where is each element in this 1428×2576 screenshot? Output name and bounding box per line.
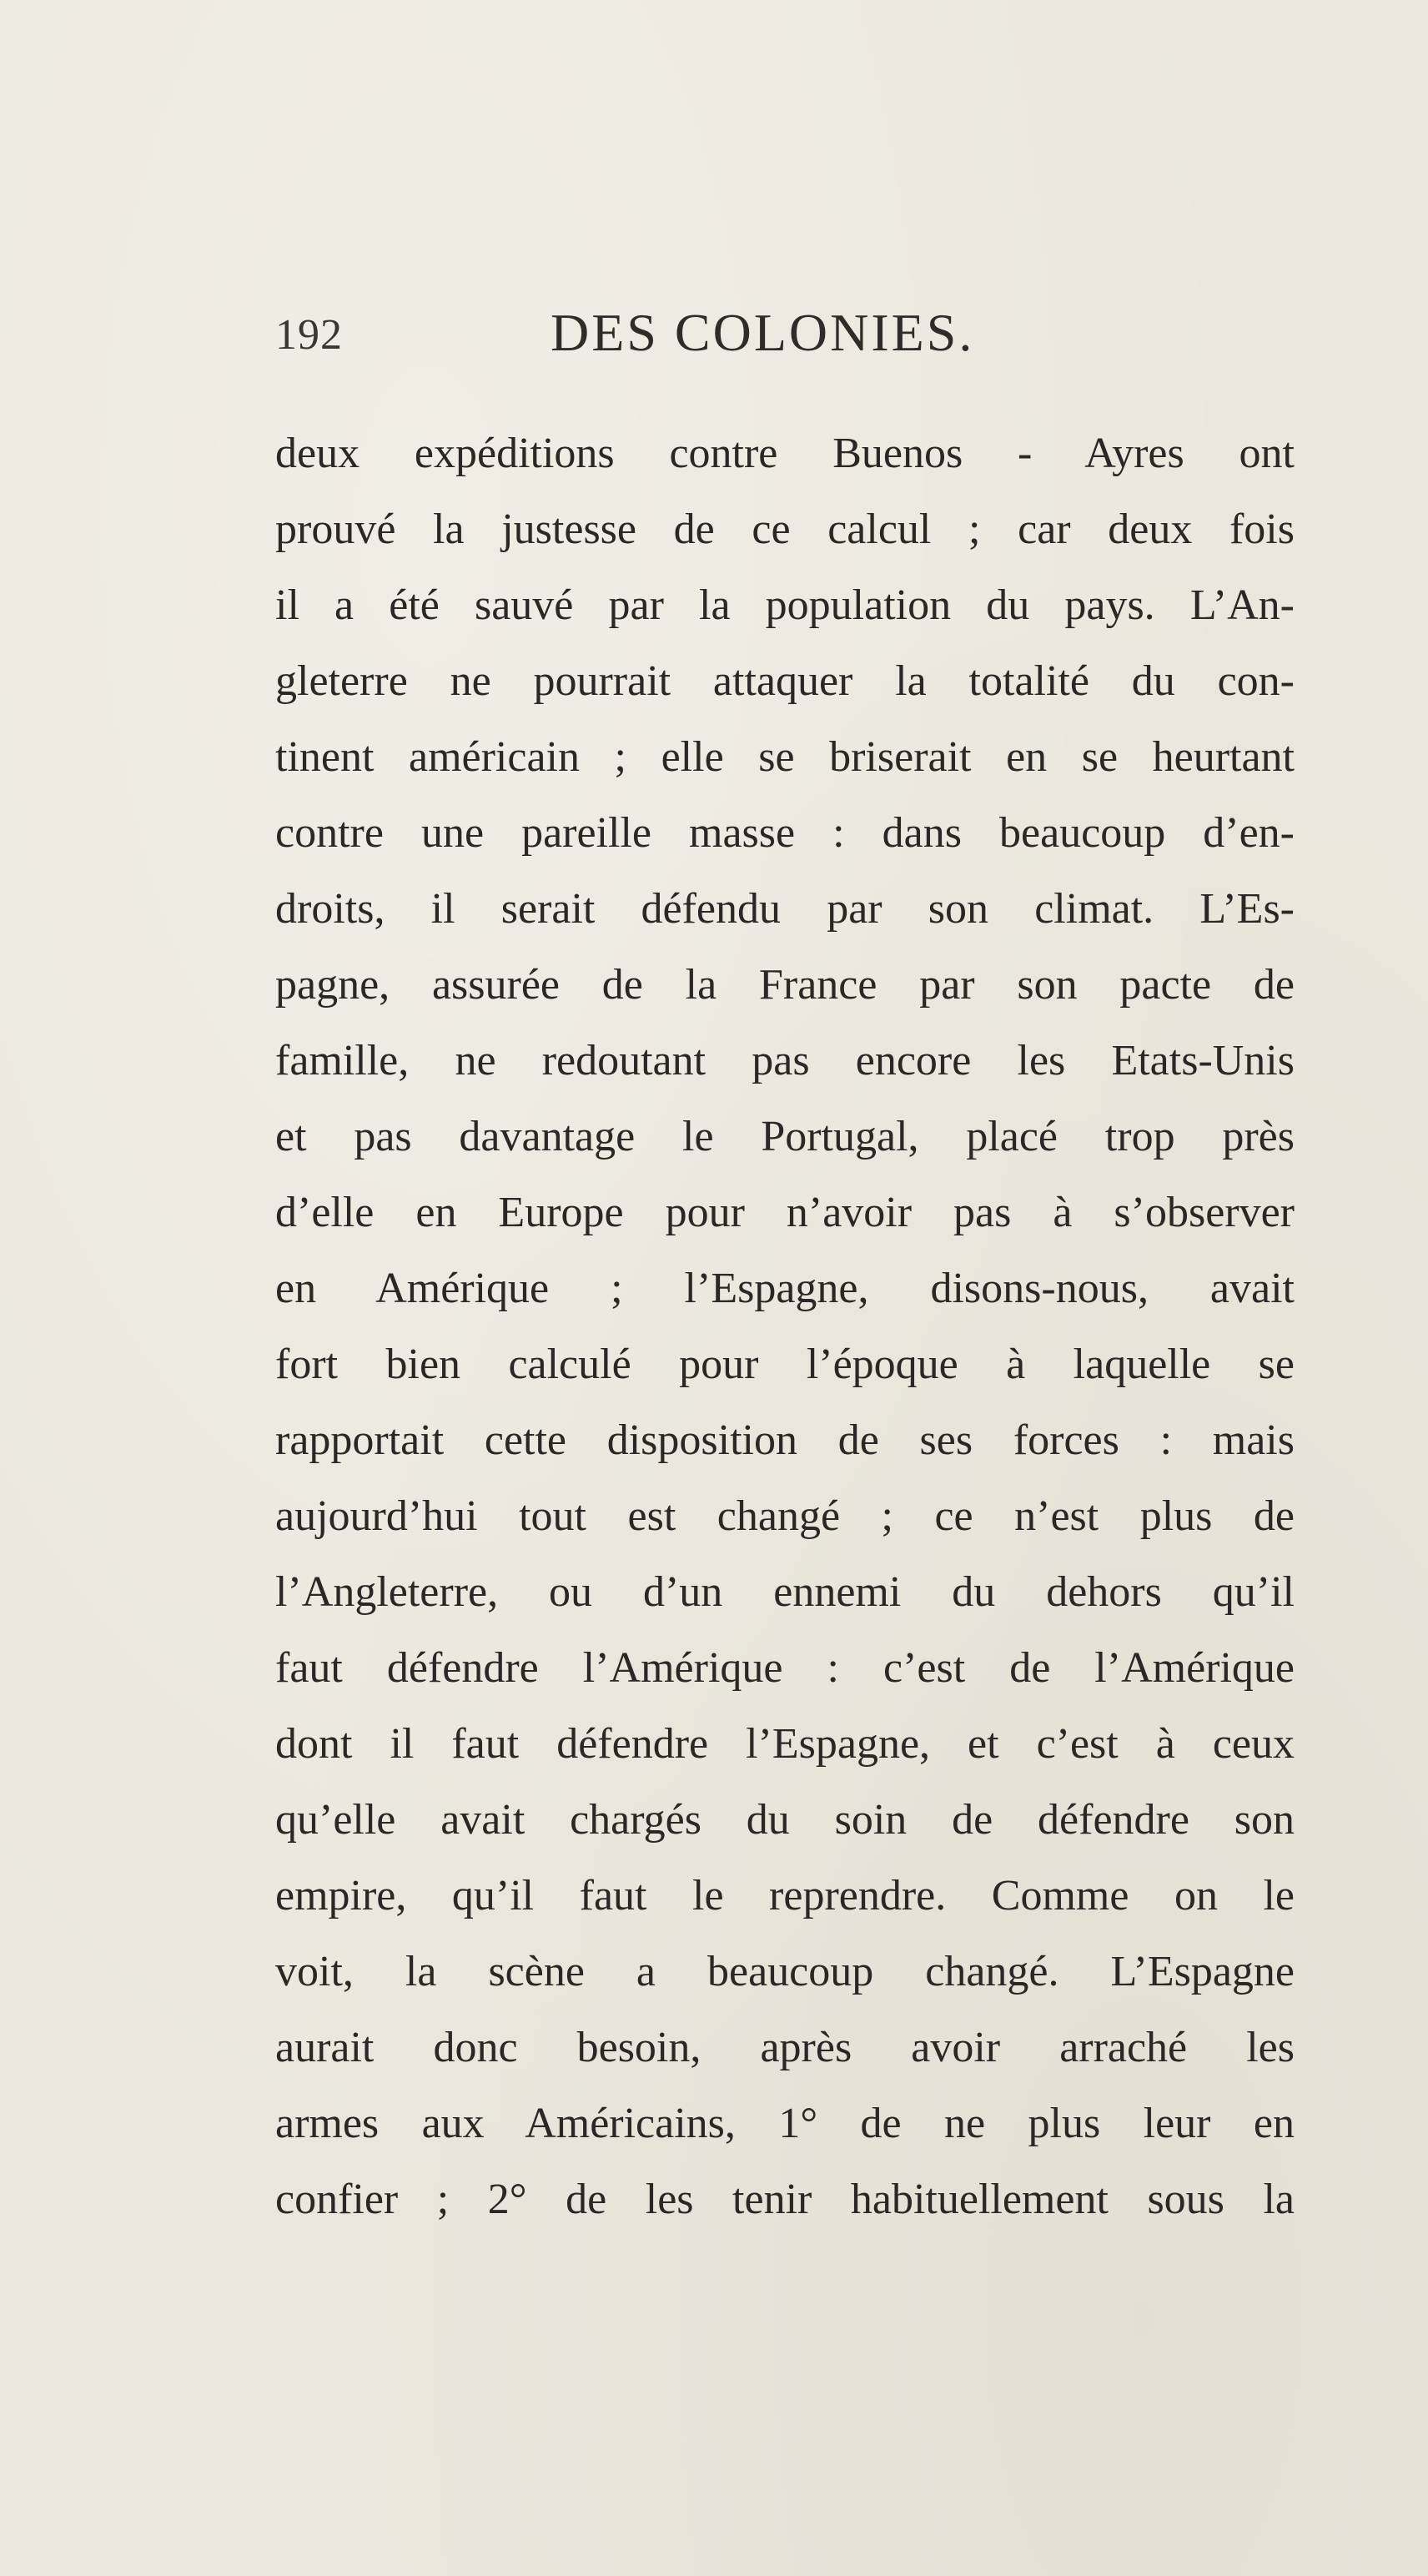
running-head: DES COLONIES. <box>551 303 975 362</box>
text-line: armes aux Américains, 1° de ne plus leur en <box>275 2100 1295 2147</box>
text-line: droits, il serait défendu par son climat. L’Es- <box>275 885 1295 933</box>
text-line: famille, ne redoutant pas encore les Etats-Unis <box>275 1037 1295 1084</box>
text-line: confier ; 2° de les tenir habituellement sous la <box>275 2176 1295 2223</box>
page-number: 192 <box>275 311 343 359</box>
text-line: tinent américain ; elle se briserait en se heurtant <box>275 733 1295 781</box>
text-line: d’elle en Europe pour n’avoir pas à s’observer <box>275 1189 1295 1236</box>
text-line: pagne, assurée de la France par son pacte de <box>275 961 1295 1009</box>
text-line: dont il faut défendre l’Espagne, et c’est à ceux <box>275 1720 1295 1768</box>
page-header <box>275 302 1310 377</box>
text-line: en Amérique ; l’Espagne, disons-nous, avait <box>275 1265 1295 1312</box>
text-line: fort bien calculé pour l’époque à laquelle se <box>275 1341 1295 1388</box>
text-line: empire, qu’il faut le reprendre. Comme on le <box>275 1872 1295 1919</box>
body-text <box>275 415 1295 2237</box>
text-line: prouvé la justesse de ce calcul ; car deux fois <box>275 506 1295 553</box>
text-line: faut défendre l’Amérique : c’est de l’Amérique <box>275 1644 1295 1692</box>
text-line: qu’elle avait chargés du soin de défendre son <box>275 1796 1295 1844</box>
text-line: voit, la scène a beaucoup changé. L’Espagne <box>275 1948 1295 1995</box>
text-line: et pas davantage le Portugal, placé trop près <box>275 1113 1295 1160</box>
text-line: l’Angleterre, ou d’un ennemi du dehors qu’il <box>275 1568 1295 1616</box>
text-line: contre une pareille masse : dans beaucoup d’en- <box>275 809 1295 857</box>
text-line: il a été sauvé par la population du pays. L’An- <box>275 581 1295 629</box>
text-line: deux expéditions contre Buenos - Ayres ont <box>275 430 1295 477</box>
text-line: gleterre ne pourrait attaquer la totalité du con- <box>275 657 1295 705</box>
text-line: rapportait cette disposition de ses forces : mais <box>275 1416 1295 1464</box>
text-line: aurait donc besoin, après avoir arraché les <box>275 2024 1295 2071</box>
text-line: aujourd’hui tout est changé ; ce n’est plus de <box>275 1492 1295 1540</box>
